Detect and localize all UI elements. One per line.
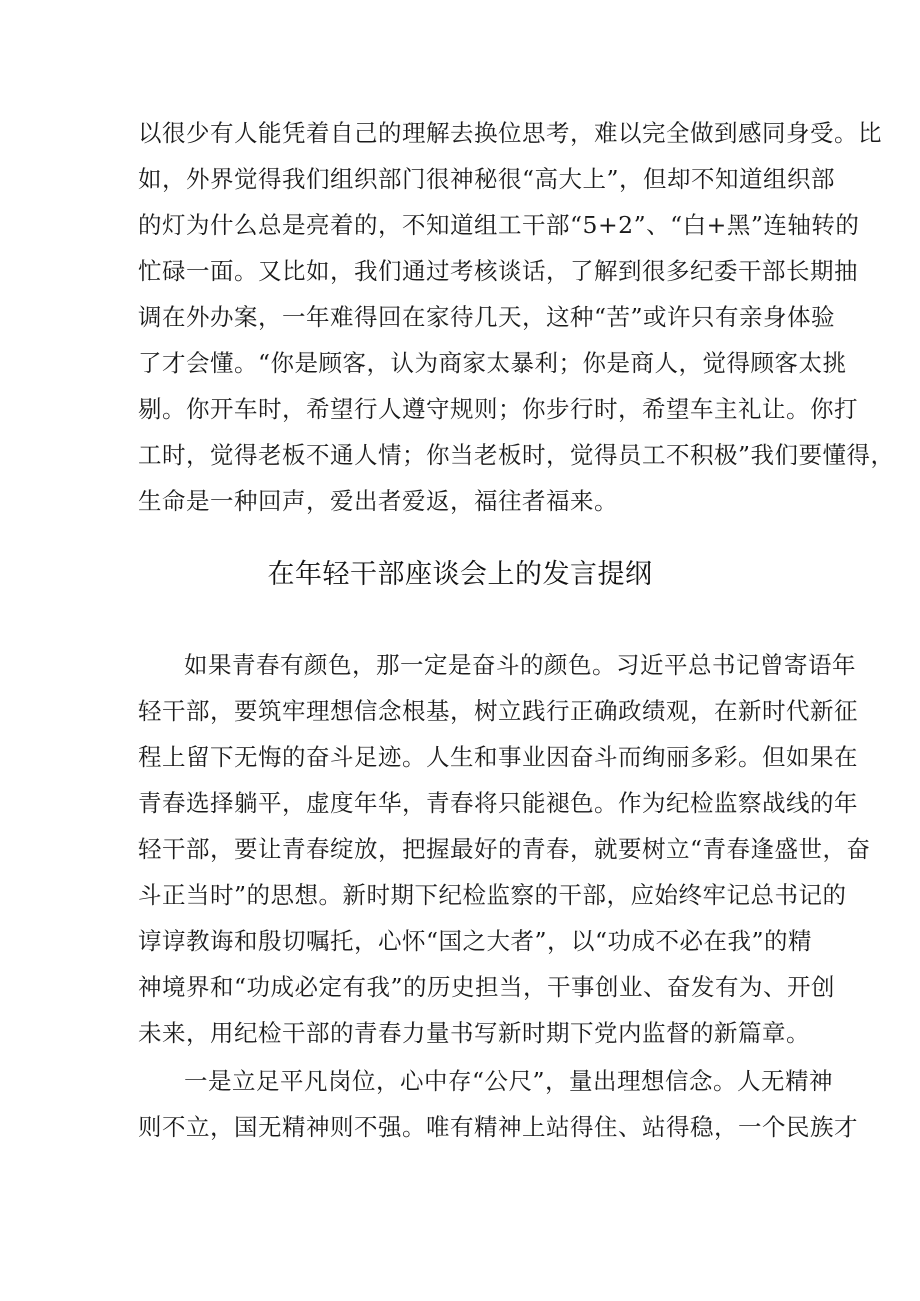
body-text-line: 则不立，国无精神则不强。唯有精神上站得住、站得稳，一个民族才 [138, 1113, 858, 1141]
body-text-line: 忙碌一面。又比如，我们通过考核谈话，了解到很多纪委干部长期抽 [138, 257, 858, 285]
body-text-line: 程上留下无悔的奋斗足迹。人生和事业因奋斗而绚丽多彩。但如果在 [138, 743, 858, 771]
body-text-line: 一是立足平凡岗位，心中存“公尺”，量出理想信念。人无精神 [184, 1067, 834, 1095]
body-text-line: 青春选择躺平，虚度年华，青春将只能褪色。作为纪检监察战线的年 [138, 789, 858, 817]
body-text-line: 的灯为什么总是亮着的，不知道组工干部“5+2”、“白+黑”连轴转的 [138, 211, 860, 239]
body-text-line: 生命是一种回声，爱出者爱返，福往者福来。 [138, 487, 618, 515]
body-text-line: 未来，用纪检干部的青春力量书写新时期下党内监督的新篇章。 [138, 1019, 810, 1047]
body-text-line: 了才会懂。“你是顾客，认为商家太暴利；你是商人，觉得顾客太挑 [138, 349, 847, 377]
body-text-line: 工时，觉得老板不通人情；你当老板时，觉得员工不积极”我们要懂得， [138, 441, 895, 469]
document-title: 在年轻干部座谈会上的发言提纲 [267, 559, 653, 590]
body-text-line: 如果青春有颜色，那一定是奋斗的颜色。习近平总书记曾寄语年 [184, 651, 856, 679]
body-text-line: 谆谆教诲和殷切嘱托，心怀“国之大者”，以“功成不必在我”的精 [138, 927, 813, 955]
body-text-line: 神境界和“功成必定有我”的历史担当，干事创业、奋发有为、开创 [138, 973, 836, 1001]
body-text-line: 剔。你开车时，希望行人遵守规则；你步行时，希望车主礼让。你打 [138, 395, 858, 423]
body-text-line: 轻干部，要筑牢理想信念根基，树立践行正确政绩观，在新时代新征 [138, 697, 858, 725]
body-text-line: 斗正当时”的思想。新时期下纪检监察的干部，应始终牢记总书记的 [138, 881, 847, 909]
body-text-line: 轻干部，要让青春绽放，把握最好的青春，就要树立“青春逢盛世，奋 [138, 835, 871, 863]
body-text-line: 以很少有人能凭着自己的理解去换位思考，难以完全做到感同身受。比 [138, 119, 882, 147]
body-text-line: 如，外界觉得我们组织部门很神秘很“高大上”，但却不知道组织部 [138, 165, 836, 193]
body-text-line: 调在外办案，一年难得回在家待几天，这种“苦”或许只有亲身体验 [138, 303, 836, 331]
